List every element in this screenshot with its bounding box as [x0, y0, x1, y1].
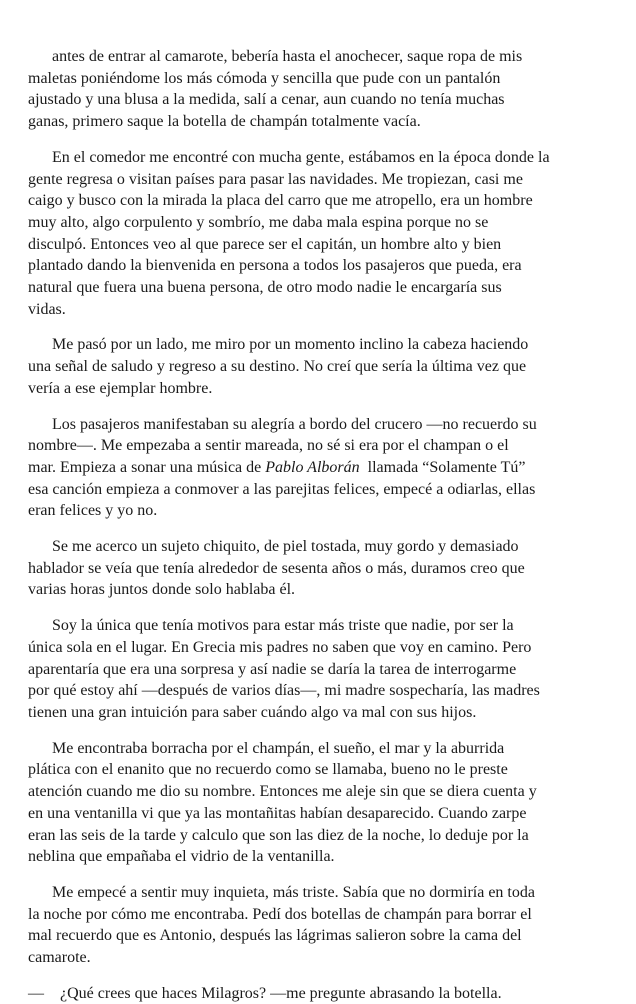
dialogue-line — [28, 983, 616, 1004]
text-line: Me empecé a sentir muy inquieta, más triste. Sabía que no dormiría en toda — [28, 883, 535, 901]
paragraph — [28, 46, 616, 133]
paragraph — [28, 615, 616, 724]
text-line: eran las seis de la tarde y calculo que son las diez de la noche, lo deduje por la — [28, 826, 529, 844]
text-line: neblina que empañaba el vidrio de la ventanilla. — [28, 848, 335, 866]
paragraph — [28, 536, 616, 601]
text-line: ajustado y una blusa a la medida, salí a cenar, aun cuando no tenía muchas — [28, 91, 505, 109]
paragraph — [28, 882, 616, 969]
text-line: natural que fuera una buena persona, de otro modo nadie le encargaría sus — [28, 279, 502, 297]
text-line: ganas, primero saque la botella de champán totalmente vacía. — [28, 113, 421, 131]
text-line: aparentaría que era una sorpresa y así nadie se daría la tarea de interrogarme — [28, 660, 517, 678]
text-line: esa canción empieza a conmover a las parejitas felices, empecé a odiarlas, ellas — [28, 480, 536, 498]
text-line: antes de entrar al camarote, bebería hasta el anochecer, saque ropa de mis — [28, 48, 523, 65]
text-line: vidas. — [28, 300, 66, 318]
text-line: atención cuando me dio su nombre. Entonces me aleje sin que se diera cuenta y — [28, 783, 537, 801]
text-line: en una ventanilla vi que ya las montañitas habían desaparecido. Cuando zarpe — [28, 804, 527, 822]
text-line: la noche por cómo me encontraba. Pedí dos botellas de champán para borrar el — [28, 905, 532, 923]
text-line: camarote. — [28, 949, 91, 967]
text-line: muy alto, algo corpulento y sombrío, me daba mala espina porque no se — [28, 213, 489, 231]
text-line: Se me acerco un sujeto chiquito, de piel tostada, muy gordo y demasiado — [28, 538, 519, 556]
text-line: nombre—. Me empezaba a sentir mareada, no sé si era por el champan o el — [28, 437, 509, 455]
text-line: plática con el enanito que no recuerdo como se llamaba, bueno no le preste — [28, 761, 508, 779]
text-line: Los pasajeros manifestaban su alegría a bordo del crucero —no recuerdo su — [28, 415, 537, 433]
text-line: caigo y busco con la mirada la placa del carro que me atropello, era un hombre — [28, 192, 533, 210]
artist-name: Pablo Alborán — [265, 458, 360, 476]
text-line: mar. Empieza a sonar una música de Pablo Alborán llamada “Solamente Tú” — [28, 458, 526, 476]
text-line: mal recuerdo que es Antonio, después las lágrimas salieron sobre la cama del — [28, 927, 522, 945]
text-line: Me pasó por un lado, me miro por un momento inclino la cabeza haciendo — [28, 336, 529, 354]
text-line: por qué estoy ahí —después de varios días—, mi madre sospecharía, las madres — [28, 682, 540, 700]
text-line: una señal de saludo y regreso a su destino. No creí que sería la última vez que — [28, 358, 527, 376]
text-line: varias horas juntos donde solo hablaba él. — [28, 581, 296, 599]
text-line: vería a ese ejemplar hombre. — [28, 379, 213, 397]
paragraph — [28, 147, 616, 321]
text-line: Me encontraba borracha por el champán, el sueño, el mar y la aburrida — [28, 739, 505, 757]
text-line: única sola en el lugar. En Grecia mis padres no saben que voy en camino. Pero — [28, 638, 532, 656]
text-line: disculpó. Entonces veo al que parece ser el capitán, un hombre alto y bien — [28, 235, 502, 253]
text-line: Soy la única que tenía motivos para estar más triste que nadie, por ser la — [28, 617, 514, 635]
text-line: En el comedor me encontré con mucha gente, estábamos en la época donde la — [28, 148, 550, 166]
paragraph — [28, 414, 616, 523]
text-line: eran felices y yo no. — [28, 502, 158, 520]
text-line: tienen una gran intuición para saber cuándo algo va mal con sus hijos. — [28, 703, 477, 721]
text-line: maletas poniéndome los más cómoda y sencilla que pude con un pantalón — [28, 69, 501, 87]
paragraph — [28, 334, 616, 399]
paragraph — [28, 738, 616, 868]
text-line: plantado dando la bienvenida en persona a todos los pasajeros que pueda, era — [28, 257, 522, 275]
text-line: — ¿Qué crees que haces Milagros? —me pregunte abrasando la botella. — [28, 984, 502, 1002]
text-line: hablador se veía que tenía alrededor de sesenta años o más, duramos creo que — [28, 559, 525, 577]
text-line: gente regresa o visitan países para pasar las navidades. Me tropiezan, casi me — [28, 170, 523, 188]
